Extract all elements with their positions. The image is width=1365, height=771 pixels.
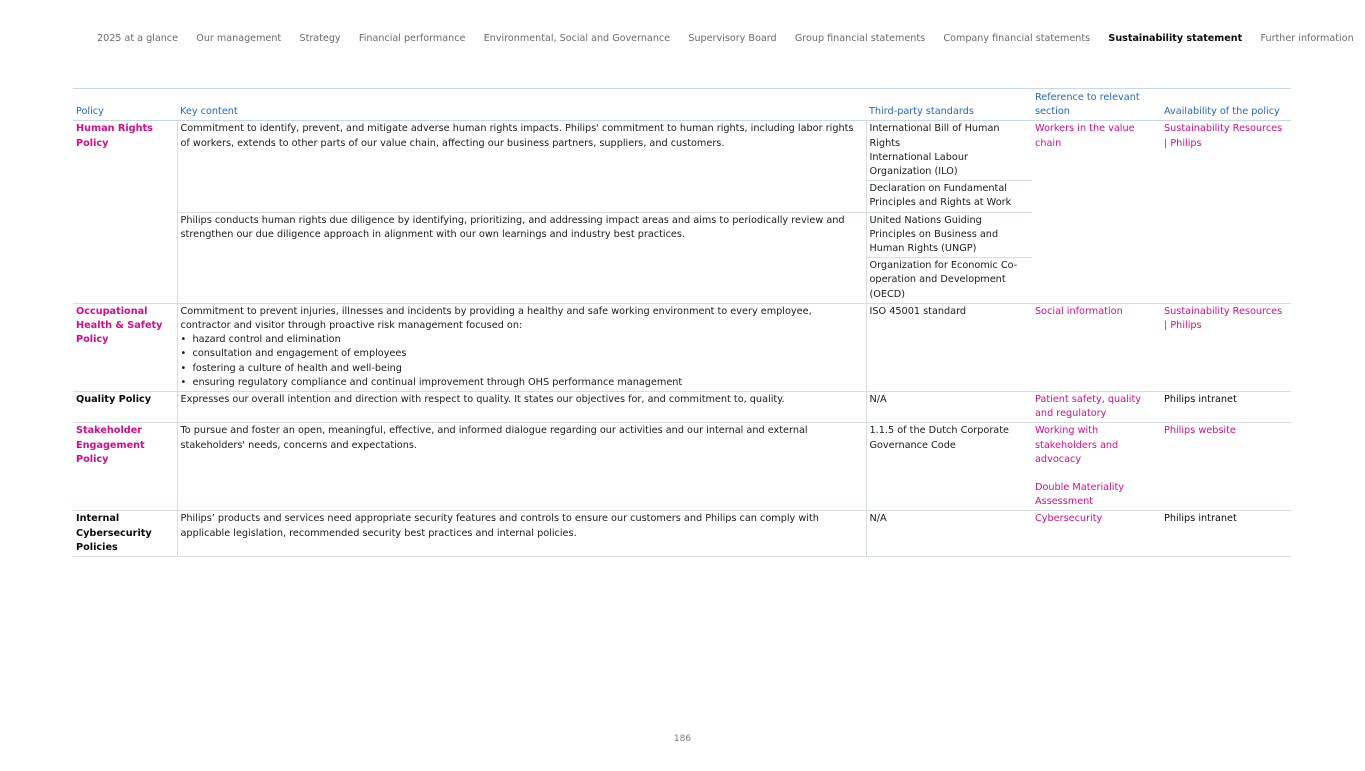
top-navigation	[76, 30, 1354, 46]
table-row	[73, 423, 1291, 511]
nav-item-supervisory-board[interactable]: Supervisory Board	[688, 32, 777, 44]
nav-item-esg[interactable]: Environmental, Social and Governance	[483, 32, 671, 44]
list-item: • ensuring regulatory compliance and continual improvement through OHS performance management	[181, 376, 863, 390]
human-rights-availability-link[interactable]: Sustainability Resources | Philips	[1161, 121, 1291, 303]
policy-name-ohs[interactable]: Occupational Health & Safety Policy	[73, 303, 177, 391]
table-row	[73, 121, 1291, 181]
human-rights-content-2: Philips conducts human rights due diligence by identifying, prioritizing, and addressing impact areas and aims to periodically review and strengthen our due diligence approach in alignment with our own learnings and industry best practices.	[177, 212, 866, 303]
human-rights-standard-4: Organization for Economic Co-operation and Development (OECD)	[866, 258, 1032, 304]
human-rights-standard-2: Declaration on Fundamental Principles and Rights at Work	[866, 181, 1032, 212]
list-item: • hazard control and elimination	[181, 333, 863, 347]
cyber-reference-link[interactable]: Cybersecurity	[1032, 511, 1161, 557]
policy-name-quality: Quality Policy	[73, 392, 177, 423]
nav-item-strategy[interactable]: Strategy	[299, 32, 341, 44]
nav-item-sustainability-statement[interactable]: Sustainability statement	[1108, 32, 1243, 44]
human-rights-content-1: Commitment to identify, prevent, and mitigate adverse human rights impacts. Philips' commitment to human rights, including labor rights of workers, extends to other parts of our value chain, affecting our business partners, suppliers, and customers.	[177, 121, 866, 212]
list-item: • fostering a culture of health and well-being	[181, 362, 863, 376]
quality-availability: Philips intranet	[1161, 392, 1291, 423]
ohs-content-intro: Commitment to prevent injuries, illnesses and incidents by providing a healthy and safe working environment to every employee, contractor and visitor through proactive risk management focused on:	[180, 305, 812, 332]
list-item: • consultation and engagement of employees	[181, 347, 863, 361]
table-row	[73, 303, 1291, 391]
policy-name-cybersecurity: Internal Cybersecurity Policies	[73, 511, 177, 557]
stakeholder-standards: 1.1.5 of the Dutch Corporate Governance Code	[866, 423, 1032, 511]
cyber-content: Philips’ products and services need appropriate security features and controls to ensure our customers and Philips can comply with applicable legislation, recommended security best practices and internal policies.	[177, 511, 866, 557]
page-number: 186	[673, 734, 692, 744]
header-availability: Availability of the policy	[1161, 89, 1291, 121]
header-third-party-standards: Third-party standards	[866, 89, 1032, 121]
stakeholder-reference-link-1[interactable]: Working with stakeholders and advocacy	[1035, 425, 1119, 465]
stakeholder-availability-link[interactable]: Philips website	[1161, 423, 1291, 511]
quality-content: Expresses our overall intention and direction with respect to quality. It states our objectives for, and commitment to, quality.	[177, 392, 866, 423]
nav-item-group-financial-statements[interactable]: Group financial statements	[794, 32, 926, 44]
policy-name-stakeholder-engagement[interactable]: Stakeholder Engagement Policy	[73, 423, 177, 511]
policies-table	[73, 88, 1291, 557]
cyber-availability: Philips intranet	[1161, 511, 1291, 557]
human-rights-standard-3: United Nations Guiding Principles on Business and Human Rights (UNGP)	[866, 212, 1032, 258]
table-row	[73, 511, 1291, 557]
ohs-standards: ISO 45001 standard	[866, 303, 1032, 391]
policy-name-human-rights[interactable]: Human Rights Policy	[73, 121, 177, 303]
quality-reference-link[interactable]: Patient safety, quality and regulatory	[1032, 392, 1161, 423]
stakeholder-content: To pursue and foster an open, meaningful, effective, and informed dialogue regarding our activities and our internal and external stakeholders' needs, concerns and expectations.	[177, 423, 866, 511]
human-rights-reference-link[interactable]: Workers in the value chain	[1032, 121, 1161, 303]
ohs-content	[177, 303, 866, 391]
stakeholder-reference-link-2[interactable]: Double Materiality Assessment	[1035, 482, 1124, 508]
header-key-content: Key content	[177, 89, 866, 121]
nav-item-company-financial-statements[interactable]: Company financial statements	[943, 32, 1091, 44]
table-row	[73, 392, 1291, 423]
nav-item-financial-performance[interactable]: Financial performance	[358, 32, 466, 44]
nav-item-further-information[interactable]: Further information	[1260, 32, 1354, 44]
human-rights-standard-1	[866, 121, 1032, 181]
header-policy: Policy	[73, 89, 177, 121]
ohs-bullet-list	[181, 333, 863, 390]
cyber-standards: N/A	[866, 511, 1032, 557]
table-header-row	[73, 89, 1291, 121]
nav-item-our-management[interactable]: Our management	[196, 32, 282, 44]
header-reference: Reference to relevant section	[1032, 89, 1161, 121]
ohs-availability-link[interactable]: Sustainability Resources | Philips	[1161, 303, 1291, 391]
ohs-reference-link[interactable]: Social information	[1032, 303, 1161, 391]
standard-bill-of-human-rights: International Bill of Human Rights	[869, 123, 1000, 149]
quality-standards: N/A	[866, 392, 1032, 423]
standard-ilo: International Labour Organization (ILO)	[869, 151, 968, 178]
nav-item-at-a-glance[interactable]: 2025 at a glance	[97, 32, 178, 44]
stakeholder-reference	[1032, 423, 1161, 511]
